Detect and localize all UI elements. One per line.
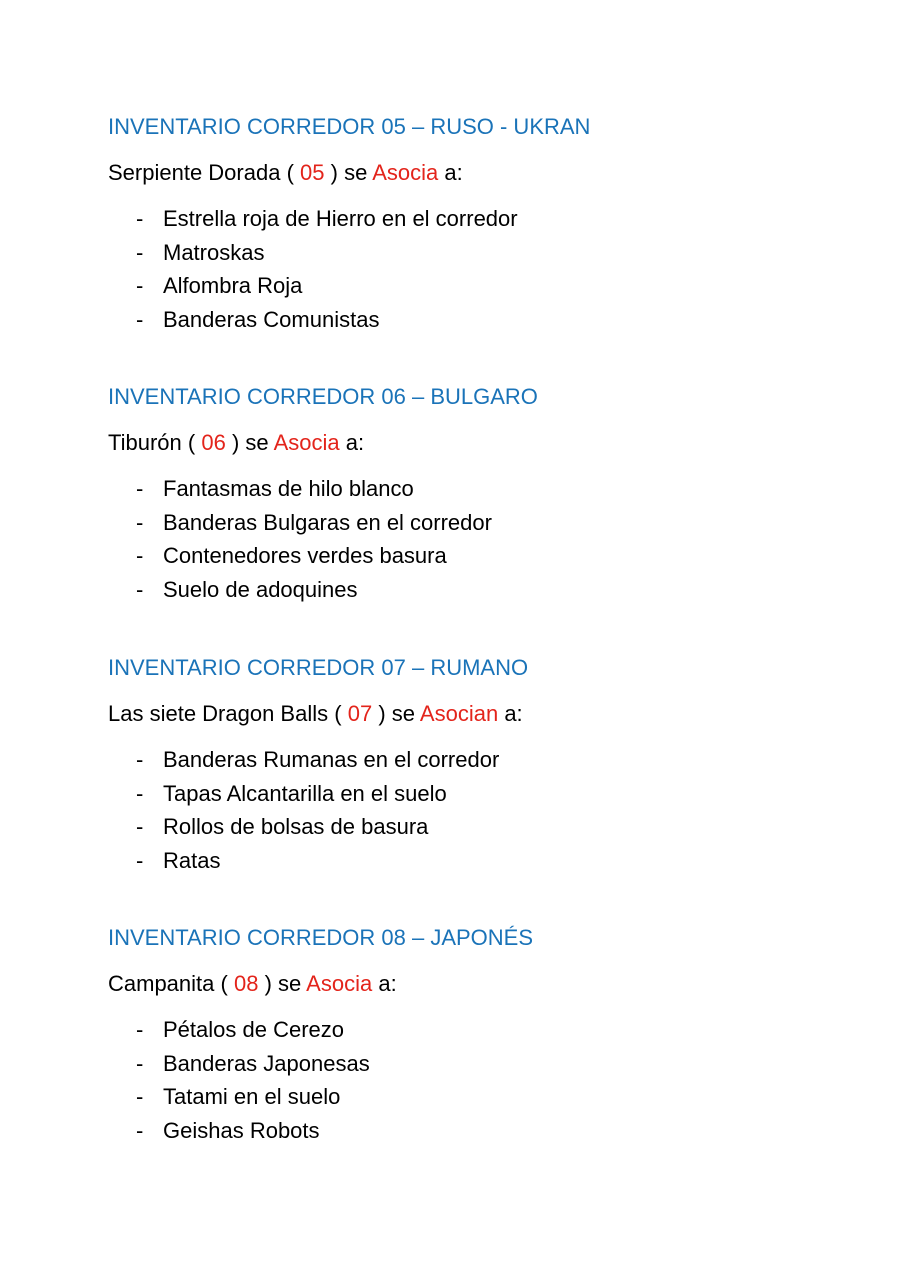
section-heading: INVENTARIO CORREDOR 08 – JAPONÉS [108,925,534,950]
section-heading: INVENTARIO CORREDOR 07 – RUMANO [108,655,529,680]
item-text: Geishas Robots [163,1117,320,1143]
suffix: a: [345,430,365,455]
open-paren: ( [286,160,294,185]
subject: Serpiente Dorada [108,160,281,185]
item-text: Banderas Japonesas [163,1050,370,1076]
dash-bullet: - [136,476,144,501]
subject: Campanita [108,971,215,996]
dash-bullet: - [136,206,144,231]
dash-bullet: - [136,1050,144,1076]
open-paren: ( [334,701,342,726]
dash-bullet: - [136,780,144,806]
open-paren: ( [187,430,196,455]
item-text: Matroskas [163,239,265,265]
item-text: Fantasmas de hilo blanco [163,476,414,501]
item-text: Contenedores verdes basura [163,543,447,568]
subject: Tiburón [108,430,182,455]
item-text: Ratas [163,847,221,873]
association-verb: Asocian [419,701,499,726]
association-line [108,160,463,186]
close-paren: ) se [231,430,269,455]
item-text: Tatami en el suelo [163,1084,341,1109]
item-text: Pétalos de Cerezo [163,1017,344,1042]
association-verb: Asocia [372,160,439,185]
dash-bullet: - [136,576,144,602]
item-text: Banderas Rumanas en el corredor [163,747,500,772]
suffix: a: [444,160,463,185]
association-line [108,430,364,456]
section-heading: INVENTARIO CORREDOR 06 – BULGARO [108,384,538,409]
corridor-number: 08 [233,971,259,996]
close-paren: ) se [264,971,302,996]
dash-bullet: - [136,273,144,298]
close-paren: ) se [330,160,368,185]
association-verb: Asocia [306,971,373,996]
item-text: Rollos de bolsas de basura [163,814,429,839]
section-heading: INVENTARIO CORREDOR 05 – RUSO - UKRAN [108,114,591,139]
open-paren: ( [220,971,228,996]
dash-bullet: - [136,239,144,265]
suffix: a: [504,701,523,726]
close-paren: ) se [378,701,415,726]
corridor-number: 06 [201,430,226,455]
dash-bullet: - [136,306,144,332]
corridor-number: 07 [347,701,373,726]
item-text: Estrella roja de Hierro en el corredor [163,206,518,231]
item-text: Banderas Bulgaras en el corredor [163,509,492,535]
subject: Las siete Dragon Balls [108,701,329,726]
dash-bullet: - [136,1117,144,1143]
dash-bullet: - [136,509,144,535]
item-text: Alfombra Roja [163,273,303,298]
dash-bullet: - [136,1017,144,1042]
dash-bullet: - [136,1084,144,1109]
association-line [108,971,397,997]
association-line [108,701,523,727]
item-text: Suelo de adoquines [163,576,358,602]
item-text: Tapas Alcantarilla en el suelo [163,780,447,806]
dash-bullet: - [136,814,144,839]
dash-bullet: - [136,543,144,568]
corridor-number: 05 [300,160,325,185]
suffix: a: [378,971,397,996]
association-verb: Asocia [273,430,340,455]
dash-bullet: - [136,847,144,873]
dash-bullet: - [136,747,144,772]
item-text: Banderas Comunistas [163,306,380,332]
